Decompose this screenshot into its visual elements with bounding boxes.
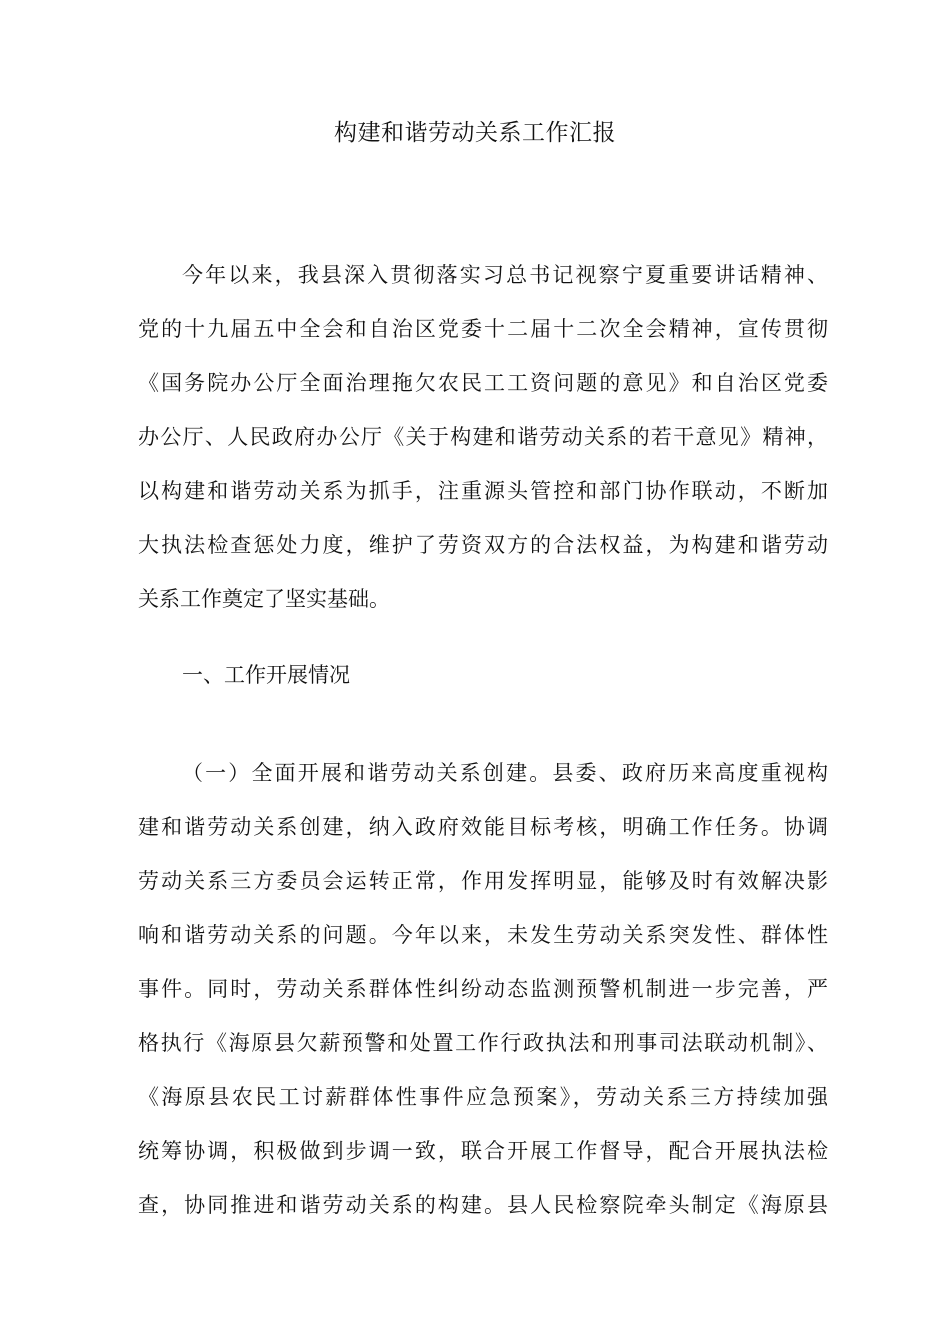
paragraph-line: 关系工作奠定了坚实基础。 — [138, 587, 390, 611]
paragraph-line: 格执行《海原县欠薪预警和处置工作行政执法和刑事司法联动机制》、 — [138, 1031, 828, 1055]
paragraph-line: 统筹协调，积极做到步调一致，联合开展工作督导，配合开展执法检 — [138, 1139, 828, 1163]
paragraph-line: 办公厅、人民政府办公厅《关于构建和谐劳动关系的若干意见》精神， — [138, 425, 828, 449]
paragraph-line: 党的十九届五中全会和自治区党委十二届十二次全会精神，宣传贯彻 — [138, 317, 828, 341]
document-title: 构建和谐劳动关系工作汇报 — [334, 120, 616, 146]
section-heading: 一、工作开展情况 — [182, 663, 350, 687]
subsection-paragraph — [138, 746, 828, 1232]
paragraph-line: （一）全面开展和谐劳动关系创建。县委、政府历来高度重视构 — [182, 761, 828, 785]
paragraph-line: 今年以来，我县深入贯彻落实习总书记视察宁夏重要讲话精神、 — [182, 263, 828, 287]
paragraph-line: 建和谐劳动关系创建，纳入政府效能目标考核，明确工作任务。协调 — [138, 815, 828, 839]
paragraph-line: 劳动关系三方委员会运转正常，作用发挥明显，能够及时有效解决影 — [138, 869, 828, 893]
paragraph-line: 响和谐劳动关系的问题。今年以来，未发生劳动关系突发性、群体性 — [138, 923, 828, 947]
paragraph-line: 《海原县农民工讨薪群体性事件应急预案》，劳动关系三方持续加强 — [138, 1085, 828, 1109]
paragraph-line: 大执法检查惩处力度，维护了劳资双方的合法权益，为构建和谐劳动 — [138, 533, 828, 557]
paragraph-line: 以构建和谐劳动关系为抓手，注重源头管控和部门协作联动，不断加 — [138, 479, 828, 503]
paragraph-line: 查，协同推进和谐劳动关系的构建。县人民检察院牵头制定《海原县 — [138, 1193, 828, 1217]
intro-paragraph — [138, 248, 828, 626]
paragraph-line: 事件。同时，劳动关系群体性纠纷动态监测预警机制进一步完善，严 — [138, 977, 828, 1001]
paragraph-line: 《国务院办公厅全面治理拖欠农民工工资问题的意见》和自治区党委 — [138, 371, 828, 395]
